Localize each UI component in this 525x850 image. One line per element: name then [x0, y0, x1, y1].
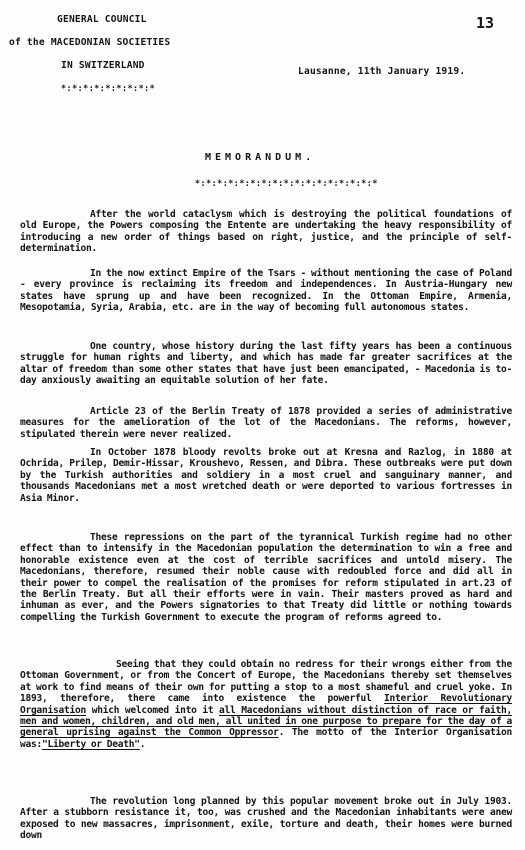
org-name-line3: IN SWITZERLAND [61, 60, 145, 71]
paragraph-7-text-middle: which welcomed into it [85, 704, 220, 716]
page-number: 13 [476, 14, 495, 32]
underlined-motto: "Liberty or Death" [42, 738, 140, 750]
paragraph-2-text: In the now extinct Empire of the Tsars - without mentioning the case of Poland - every province is reclaiming its freedom and independences. In Austria-Hungary new states have sprung up and have been recognized. In the Ottoman Empire, Armenia, Mesopotamia, Syria, Arabia, etc. are in the way of becoming full autonomous states. [20, 268, 512, 314]
paragraph-3-text: One country, whose history during the last fifty years has been a continuous struggle for human rights and liberty, and which has made far greater sacrifices at the altar of freedom than some other states that have just been emancipated, - Macedonia is to-day anxiously awaiting an equitable solution of her fate. [20, 341, 512, 387]
paragraph-3 [20, 341, 512, 387]
paragraph-1-text: After the world cataclysm which is destroying the political foundations of old Europe, the Powers composing the Entente are undertaking the heavy responsibility of introducing a new order of things based on right, justice, and the principle of self-determination. [20, 209, 512, 255]
paragraph-4 [20, 406, 512, 440]
paragraph-5 [20, 447, 512, 504]
org-star-divider: *:*:*:*:*:*:*:*:* [61, 83, 156, 93]
paragraph-7 [20, 659, 512, 750]
underlined-membership-clause: all Macedonians without distinction of race or faith, men and women, children, and old men, all united in one purpose to prepare for the day of a general uprising against the Common Oppressor [20, 704, 512, 739]
org-name-line2: of the MACEDONIAN SOCIETIES [9, 37, 171, 48]
place-date: Lausanne, 11th January 1919. [298, 66, 466, 77]
paragraph-7-text: Seeing that they could obtain no redress for their wrongs either from the Ottoman Government, or from the Concert of Europe, the Macedonians thereby set themselves at work to find means of their own for putting a stop to a most shameful and cruel yoke. In 1893, therefore, there came into existence the powerful [20, 659, 512, 705]
underlined-organisation-name: Interior Revolutionary Organisation [20, 693, 512, 716]
paragraph-4-text: Article 23 of the Berlin Treaty of 1878 provided a series of administrative measures for the amelioration of the lot of the Macedonians. The reforms, however, stipulated therein were never realized. [20, 406, 512, 440]
paragraph-6 [20, 532, 512, 623]
paragraph-6-text: These repressions on the part of the tyrannical Turkish regime had no other effect than to intensify in the Macedonian population the determination to win a free and honorable existence even at the cost of terrible sacrifices and untold misery. The Macedonians, therefore, resumed their noble cause with redoubled force and did all in their power to compel the realisation of the promises for reform stipulated in art.23 of the Berlin Treaty. But all their efforts were in vain. Their masters proved as hard and inhuman as ever, and the Powers signatories to that Treaty did little or nothing towards compelling the Turkish Government to execute the program of reforms agreed to. [20, 532, 512, 623]
paragraph-2 [20, 268, 512, 314]
document-title: MEMORANDUM. [205, 152, 316, 163]
org-name-line1: GENERAL COUNCIL [57, 14, 147, 25]
paragraph-8-text: The revolution long planned by this popular movement broke out in July 1903. After a stubborn resistance it, too, was crushed and the Macedonian inhabitants were anew exposed to new massacres, imprisonment, exile, torture and death, their homes were burned down [20, 796, 512, 842]
paragraph-5-text: In October 1878 bloody revolts broke out at Kresna and Razlog, in 1880 at Ochrida, Prilep, Demir-Hissar, Kroushevo, Ressen, and Dibra. These outbreaks were put down by the Turkish authorities and soldiery in a most cruel and sanguinary manner, and thousands Macedonians met a most wretched death or were deported to various fortresses in Asia Minor. [20, 447, 512, 504]
paragraph-1 [20, 209, 512, 255]
paragraph-7-text-after: . The motto of the Interior Organisation was: [20, 727, 512, 750]
title-star-divider: *:*:*:*:*:*:*:*:*:*:*:*:*:*:*:*:* [195, 178, 378, 188]
paragraph-7-text-end: . [139, 738, 146, 750]
paragraph-8 [20, 796, 512, 842]
